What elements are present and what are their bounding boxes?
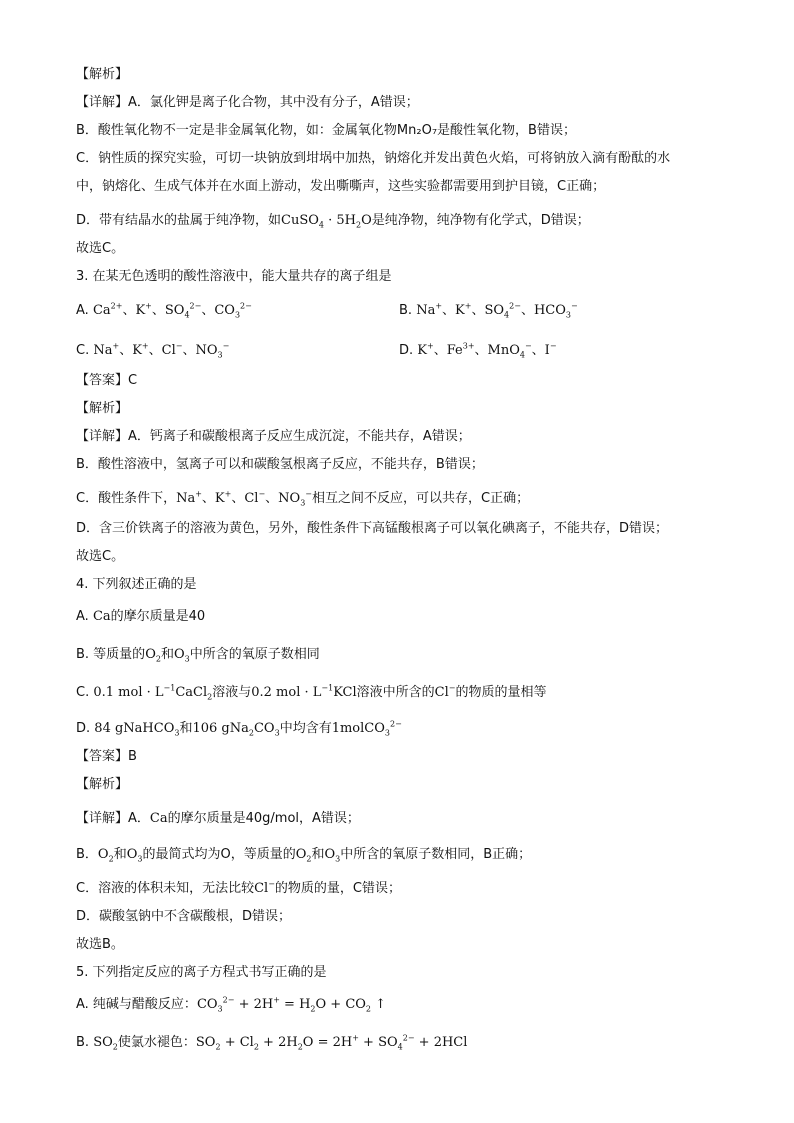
q3-detail-a: 【详解】A．钙离子和碳酸根离子反应生成沉淀，不能共存，A错误； bbox=[76, 429, 471, 444]
q2-detail-c2: 中，钠熔化、生成气体并在水面上游动，发出嘶嘶声，这些实验都需要用到护目镜，C正确； bbox=[76, 179, 606, 194]
equation-a: $CO_3^{2-} + 2H^+ = H_2O + CO_2$ ↑ bbox=[196, 995, 387, 1014]
q4-conclusion: 故选B。 bbox=[76, 937, 124, 952]
option-letter: B. bbox=[399, 303, 413, 318]
q4-d-mid2: 中均含有 bbox=[279, 721, 332, 736]
q3-option-a bbox=[76, 302, 252, 320]
q2-conclusion: 故选C。 bbox=[76, 241, 125, 256]
q4-c-mid1: 溶液与 bbox=[212, 685, 252, 700]
q3-detail-c bbox=[76, 490, 529, 508]
q2-detail-d bbox=[76, 212, 590, 230]
option-letter: B. bbox=[76, 1035, 90, 1050]
formula-so2: $SO_2$ bbox=[93, 1035, 118, 1052]
formula-co3-mol: 1molCO$_3^{2-}$ bbox=[331, 719, 402, 738]
q4-a-post: 的摩尔质量是40 bbox=[110, 609, 206, 624]
q4-detail-c bbox=[76, 880, 401, 898]
option-letter: A. bbox=[76, 303, 89, 318]
q3-option-b bbox=[399, 302, 578, 320]
q4-b-mid: 和 bbox=[160, 647, 174, 662]
q4-a-detail-post: 的摩尔质量是40g/mol，A错误； bbox=[167, 811, 360, 826]
option-letter: A. bbox=[76, 609, 89, 624]
formula-ca: Ca bbox=[92, 609, 111, 624]
q4-b-post: 中所含的氧原子数相同 bbox=[189, 647, 320, 662]
q5-option-a bbox=[76, 996, 386, 1014]
q3-stem: 3. 在某无色透明的酸性溶液中，能大量共存的离子组是 bbox=[76, 269, 392, 284]
q2-detail-c1: C．钠性质的探究实验，可切一块钠放到坩埚中加热，钠熔化并发出黄色火焰，可将钠放入滴有酚酞的水 bbox=[76, 151, 671, 166]
formula-o3-detail: $O_3$ bbox=[126, 847, 143, 864]
formula-o2-detail-2: $O_2$ bbox=[295, 847, 312, 864]
q3-c-pre: C．酸性条件下， bbox=[76, 491, 177, 506]
q4-b-detail-mid3: 和 bbox=[311, 847, 325, 862]
q2-detail-a: 【详解】A．氯化钾是离子化合物，其中没有分子，A错误； bbox=[76, 95, 419, 110]
q4-a-detail-pre: 【详解】A． bbox=[76, 811, 150, 826]
formula-cl-ion-detail: Cl− bbox=[254, 879, 275, 896]
q2-d-pre: D．带有结晶水的盐属于纯净物，如 bbox=[76, 213, 282, 228]
q5-option-b bbox=[76, 1034, 467, 1052]
ions-a: $Ca^{2+}$、K+、$SO_4^{2-}$、$CO_3^{2-}$ bbox=[92, 301, 252, 320]
q4-b-detail-mid1: 和 bbox=[113, 847, 127, 862]
option-letter: C. bbox=[76, 343, 90, 358]
ions-b: Na+、K+、$SO_4^{2-}$、$HCO_3^-$ bbox=[416, 301, 578, 320]
q4-c-detail-pre: C．溶液的体积未知，无法比较 bbox=[76, 881, 255, 896]
q4-c-post: 的物质的量相等 bbox=[455, 685, 547, 700]
q3-c-post: 相互之间不反应，可以共存，C正确； bbox=[312, 491, 530, 506]
option-letter: C. bbox=[76, 685, 90, 700]
formula-nahco3: 84 gNaHCO$_3$ bbox=[94, 721, 180, 738]
option-letter: D. bbox=[399, 343, 414, 358]
q3-detail-b: B．酸性溶液中，氢离子可以和碳酸氢根离子反应，不能共存，B错误； bbox=[76, 457, 484, 472]
q2-d-post: 是纯净物，纯净物有化学式，D错误； bbox=[371, 213, 590, 228]
q4-analysis: 【解析】 bbox=[76, 777, 129, 792]
formula-o3: $O_3$ bbox=[173, 647, 190, 664]
q3-detail-d: D．含三价铁离子的溶液为黄色，另外，酸性条件下高锰酸根离子可以氧化碘离子，不能共存，D错误； bbox=[76, 521, 669, 536]
q4-detail-b bbox=[76, 846, 531, 864]
formula-o2: $O_2$ bbox=[145, 647, 161, 664]
q4-c-mid2: 溶液中所含的 bbox=[356, 685, 435, 700]
formula-cl-ion: Cl− bbox=[434, 683, 456, 700]
q4-d-mid: 和 bbox=[179, 721, 193, 736]
formula-ca-detail: Ca bbox=[149, 811, 168, 826]
q4-b-detail-mid2: 的最简式均为O，等质量的 bbox=[142, 847, 296, 862]
q4-b-detail-post: 中所含的氧原子数相同，B正确； bbox=[340, 847, 532, 862]
q3-answer: 【答案】C bbox=[76, 373, 138, 388]
q4-option-d bbox=[76, 720, 402, 738]
ions-d: K+、$Fe^{3+}$、MnO$_4$−、I− bbox=[417, 341, 557, 360]
formula-cacl2-conc: 0.1 mol · $L^{-1}CaCl_2$ bbox=[93, 683, 213, 702]
q3-option-c bbox=[76, 342, 229, 360]
q4-detail-a bbox=[76, 810, 360, 828]
formula-kcl-conc: 0.2 mol · $L^{-1}KCl$ bbox=[251, 683, 357, 700]
ions-c: Na+、K+、Cl−、$NO_3^-$ bbox=[93, 341, 230, 360]
q4-answer: 【答案】B bbox=[76, 749, 137, 764]
q4-option-c bbox=[76, 684, 547, 702]
option-letter: D. bbox=[76, 721, 91, 736]
q4-b-pre: B. 等质量的 bbox=[76, 647, 146, 662]
equation-b: $SO_2 + Cl_2 + 2H_2O = 2H^+ + SO_4^{2-} + 2HCl$ bbox=[195, 1033, 468, 1052]
q2-detail-b: B．酸性氧化物不一定是非金属氧化物，如：金属氧化物Mn₂O₇是酸性氧化物，B错误； bbox=[76, 123, 576, 138]
q3-conclusion: 故选C。 bbox=[76, 549, 125, 564]
q5-b-mid: 使氯水褪色： bbox=[117, 1035, 196, 1050]
q4-option-b bbox=[76, 646, 320, 664]
formula-o2-detail: $O_2$ bbox=[97, 847, 114, 864]
ions-c-detail: Na+、K+、Cl−、$NO_3^-$ bbox=[176, 489, 312, 508]
q4-option-a bbox=[76, 608, 205, 626]
formula-na2co3: 106 $gNa_2CO_3$ bbox=[192, 721, 280, 738]
q3-option-d bbox=[399, 342, 557, 360]
formula-cuso4-5h2o: CuSO$_4$ · $5H_2O$ bbox=[281, 213, 372, 230]
q4-detail-d: D．碳酸氢钠中不含碳酸根，D错误； bbox=[76, 909, 292, 924]
q5-a-pre: A. 纯碱与醋酸反应： bbox=[76, 997, 197, 1012]
q4-b-detail-pre: B． bbox=[76, 847, 98, 862]
formula-o3-detail-2: $O_3$ bbox=[324, 847, 341, 864]
q4-c-detail-post: 的物质的量，C错误； bbox=[274, 881, 401, 896]
q5-stem: 5. 下列指定反应的离子方程式书写正确的是 bbox=[76, 965, 327, 980]
q4-stem: 4. 下列叙述正确的是 bbox=[76, 577, 197, 592]
analysis-heading: 【解析】 bbox=[76, 67, 129, 82]
q3-analysis: 【解析】 bbox=[76, 401, 129, 416]
